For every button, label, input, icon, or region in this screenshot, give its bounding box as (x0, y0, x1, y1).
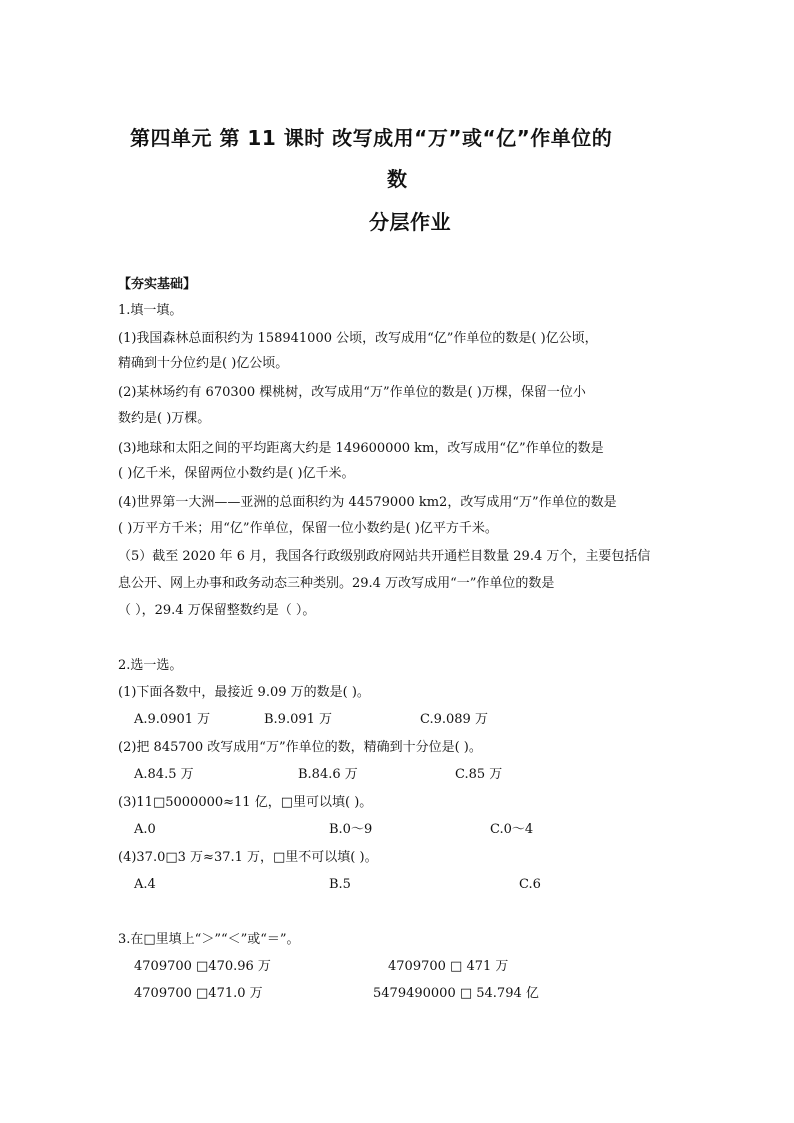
q2-option-1b: B.9.091 万 (264, 712, 333, 727)
q3-heading: 3.在□里填上“＞”“＜”或“＝”。 (118, 932, 300, 947)
q2-option-1a: A.9.0901 万 (134, 712, 211, 727)
q3-compare-2-right: 5479490000 □ 54.794 亿 (373, 986, 539, 1001)
q2-option-4c: C.6 (519, 877, 541, 892)
q2-question-4: (4)37.0□3 万≈37.1 万，□里不可以填( )。 (118, 850, 378, 865)
q1-item3-line1: (3)地球和太阳之间的平均距离大约是 149600000 km，改写成用“亿”作单位的数是 (118, 441, 604, 456)
page-title: 第四单元 第 11 课时 改写成用“万”或“亿”作单位的 (130, 126, 613, 150)
q1-item1-line1: (1)我国森林总面积约为 158941000 公顷，改写成用“亿”作单位的数是( )亿公顷， (118, 331, 598, 346)
q2-question-1: (1)下面各数中，最接近 9.09 万的数是( )。 (118, 685, 370, 700)
q3-compare-1-left: 4709700 □470.96 万 (134, 959, 271, 974)
q2-option-3a: A.0 (134, 822, 156, 837)
q2-option-2a: A.84.5 万 (134, 767, 194, 782)
q2-option-3c: C.0～4 (490, 822, 534, 837)
q1-item5-line2: 息公开、网上办事和政务动态三种类别。29.4 万改写成用“一”作单位的数是 (118, 576, 555, 591)
q2-heading: 2.选一选。 (118, 658, 183, 673)
q1-item3-line2: ( )亿千米，保留两位小数约是( )亿千米。 (118, 466, 355, 481)
q1-item5-line3: （ ），29.4 万保留整数约是（ ）。 (118, 603, 316, 618)
q3-compare-2-left: 4709700 □471.0 万 (134, 986, 263, 1001)
q2-question-3: (3)11□5000000≈11 亿，□里可以填( )。 (118, 795, 373, 810)
q2-option-2b: B.84.6 万 (298, 767, 358, 782)
q2-option-4a: A.4 (134, 877, 156, 892)
q1-heading: 1.填一填。 (118, 303, 183, 318)
q1-item2-line2: 数约是( )万棵。 (118, 411, 211, 426)
q3-compare-1-right: 4709700 □ 471 万 (388, 959, 509, 974)
q1-item2-line1: (2)某林场约有 670300 棵桃树，改写成用“万”作单位的数是( )万棵，保留一位小 (118, 385, 586, 400)
q2-option-1c: C.9.089 万 (420, 712, 488, 727)
q1-item4-line2: ( )万平方千米；用“亿”作单位，保留一位小数约是( )亿平方千米。 (118, 521, 498, 536)
page-title-continuation: 数 (387, 167, 408, 191)
page-subtitle: 分层作业 (369, 210, 451, 234)
q2-option-4b: B.5 (329, 877, 351, 892)
q1-item4-line1: (4)世界第一大洲——亚洲的总面积约为 44579000 km2，改写成用“万”作单位的数是 (118, 495, 617, 510)
section-header: 【夯实基础】 (118, 277, 197, 292)
q2-option-3b: B.0～9 (329, 822, 373, 837)
q1-item1-line2: 精确到十分位约是( )亿公顷。 (118, 356, 289, 371)
q2-option-2c: C.85 万 (455, 767, 503, 782)
q1-item5-line1: （5）截至 2020 年 6 月，我国各行政级别政府网站共开通栏目数量 29.4 万个，主要包括信 (118, 549, 651, 564)
q2-question-2: (2)把 845700 改写成用“万”作单位的数，精确到十分位是( )。 (118, 740, 482, 755)
